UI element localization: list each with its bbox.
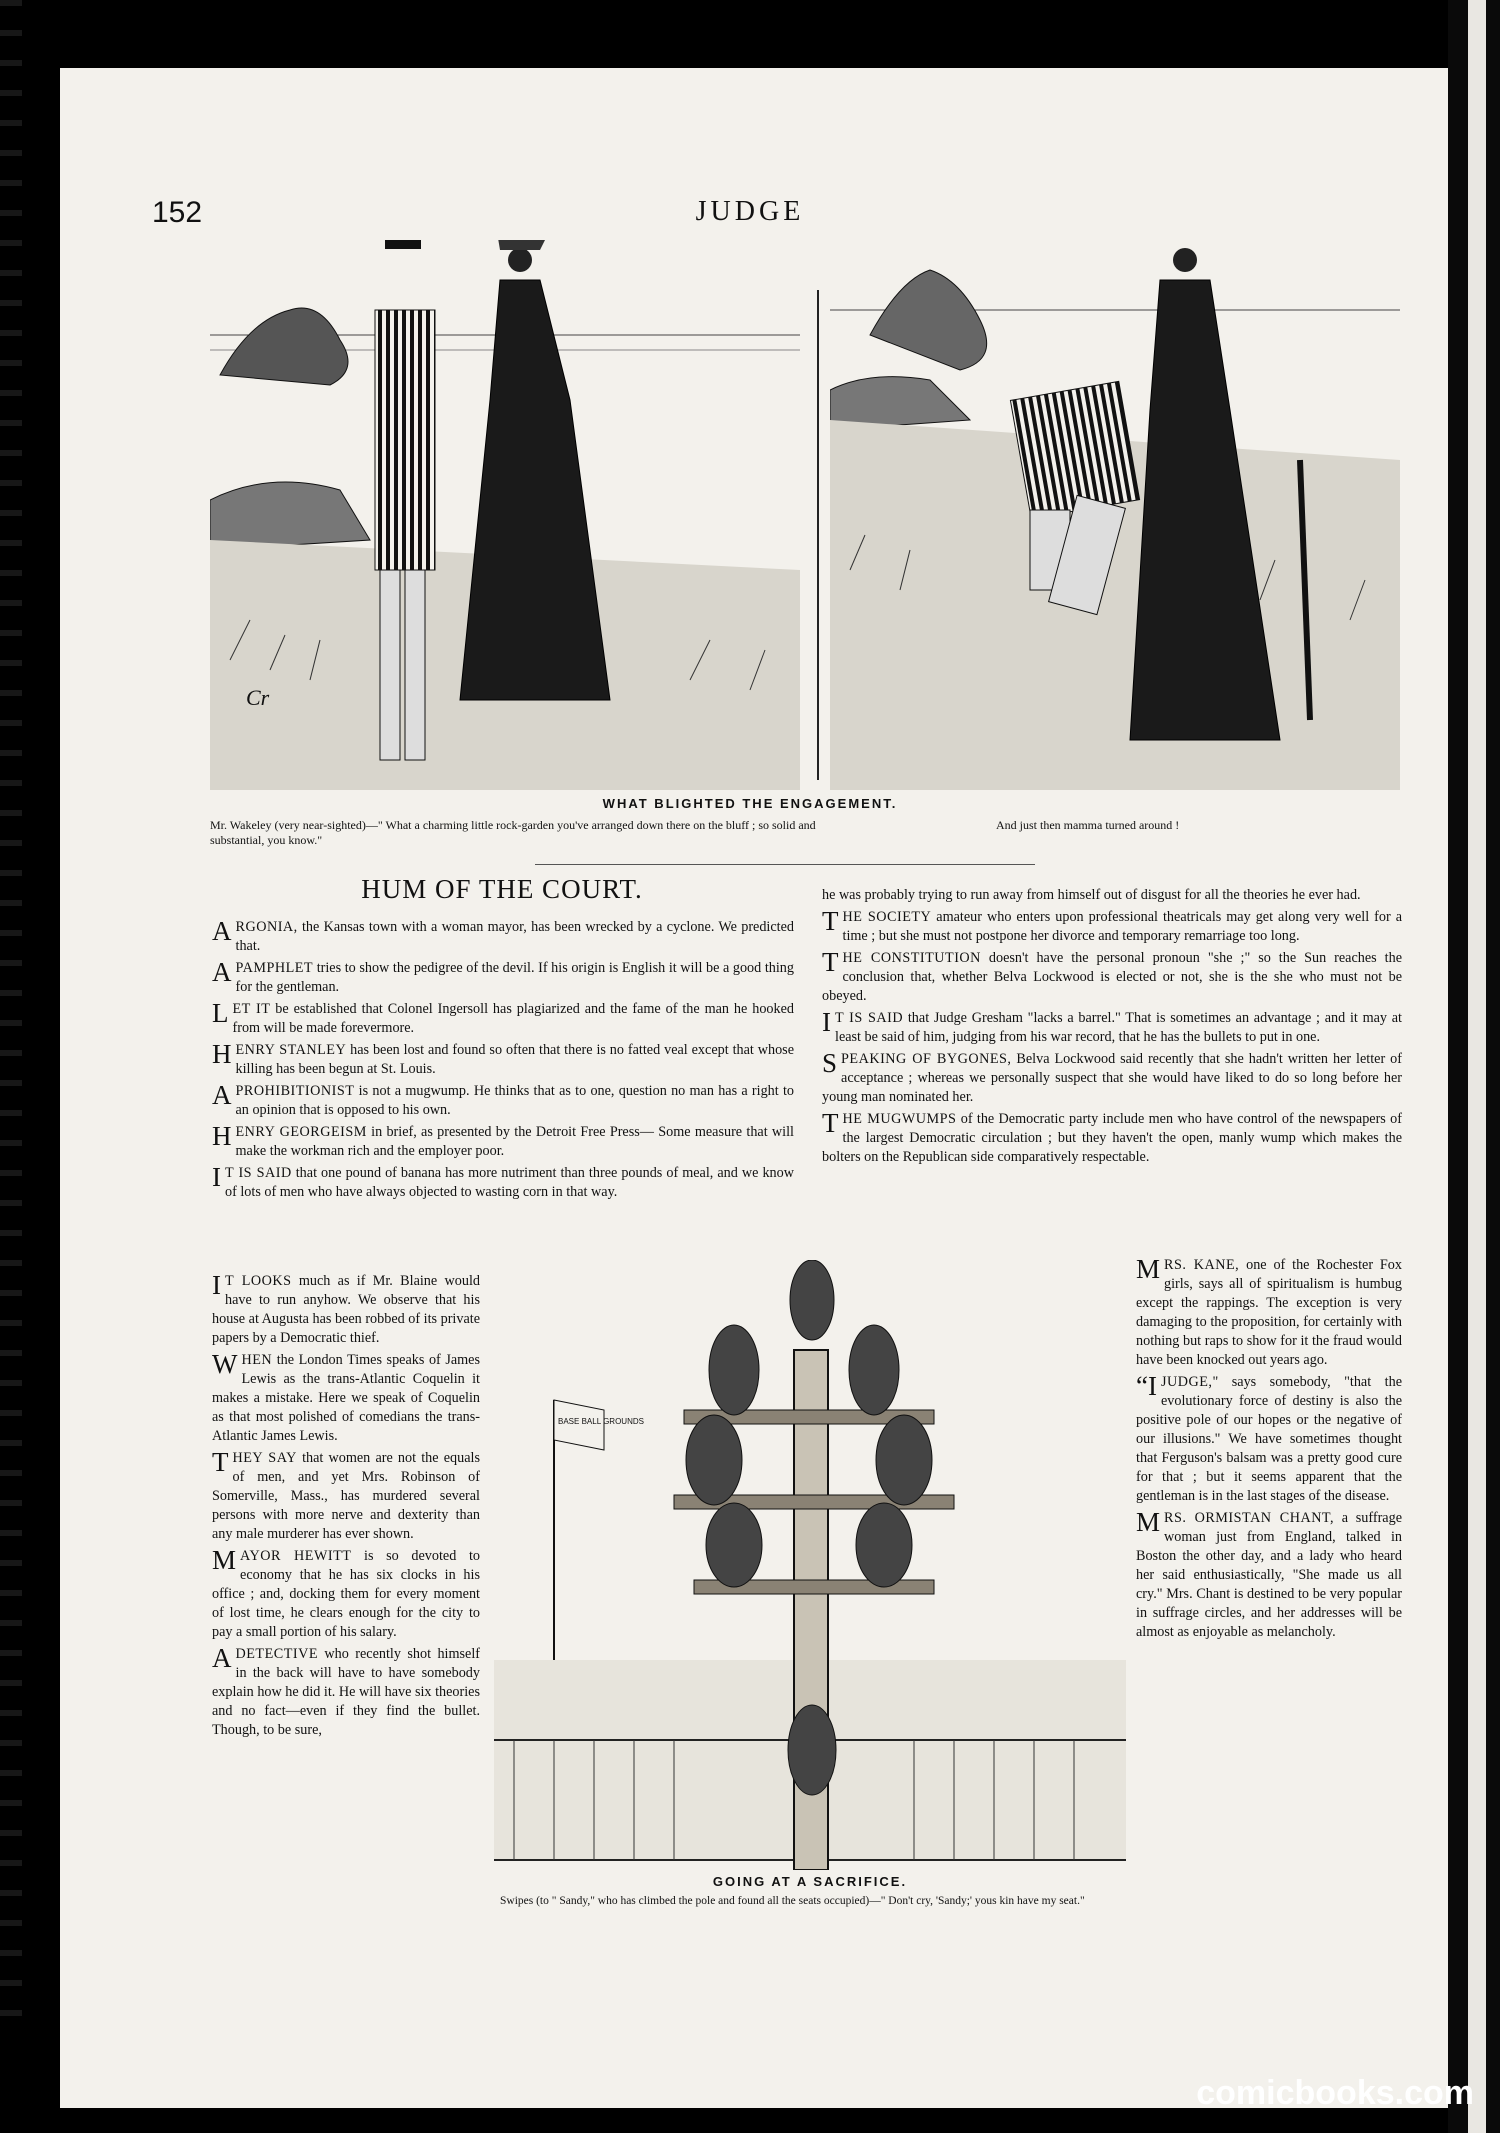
cartoon-title: WHAT BLIGHTED THE ENGAGEMENT. <box>602 796 898 811</box>
scan-edge <box>0 0 22 2040</box>
lead-words: PROHIBITIONIST <box>235 1083 355 1099</box>
lead-words: ENRY GEORGEISM <box>235 1124 367 1140</box>
article-column-left <box>212 918 794 1205</box>
article-paragraph <box>1136 1373 1402 1506</box>
drop-cap: I <box>212 1270 221 1300</box>
flag-label: BASE BALL GROUNDS <box>558 1417 644 1426</box>
cartoon-illustration-left <box>210 240 800 790</box>
lead-words: ET IT <box>232 1001 271 1017</box>
article-paragraph <box>212 1164 794 1202</box>
article-paragraph <box>212 1351 480 1446</box>
article-paragraph <box>822 1050 1402 1107</box>
paragraph-text: that one pound of banana has more nutriment than three pounds of meal, and we know of lots of men who have always objected to wasting corn in that way. <box>225 1165 794 1200</box>
article-paragraph <box>212 1547 480 1642</box>
drop-cap: A <box>212 1643 232 1673</box>
baseball-illustration <box>494 1260 1126 1870</box>
baseball-cartoon-title: GOING AT A SACRIFICE. <box>712 1874 908 1889</box>
page-number: 152 <box>152 196 203 229</box>
paragraph-text: he was probably trying to run away from himself out of disgust for all the theories he ever had. <box>822 887 1361 903</box>
drop-cap: W <box>212 1349 238 1379</box>
article-paragraph <box>212 1645 480 1740</box>
paragraph-text: doesn't have the personal pronoun "she ;" so the Sun reaches the conclusion that, whether Belva Lockwood is elected or not, she is the she who must not be obeyed. <box>822 950 1402 1004</box>
lead-words: RS. ORMISTAN CHANT, <box>1164 1510 1335 1526</box>
lead-words: T IS SAID <box>225 1165 292 1181</box>
masthead: JUDGE <box>695 196 805 227</box>
drop-cap: H <box>212 1039 232 1069</box>
paragraph-text: the London Times speaks of James Lewis as the trans-Atlantic Coquelin it makes a mistake. Here we speak of Coquelin as that most polished of comedians the trans-Atlantic James Lewis. <box>212 1352 480 1444</box>
drop-cap: A <box>212 1080 232 1110</box>
drop-cap: L <box>212 998 229 1028</box>
drop-cap: T <box>822 1108 839 1138</box>
article-headline: HUM OF THE COURT. <box>361 874 643 904</box>
lead-words: JUDGE, <box>1160 1374 1213 1390</box>
scan-gutter <box>1448 0 1500 2133</box>
lead-words: ENRY STANLEY <box>235 1042 347 1058</box>
article-paragraph <box>822 908 1402 946</box>
article-column-narrow-left <box>212 1272 480 1743</box>
drop-cap: I <box>822 1007 831 1037</box>
watermark: comicbooks.com <box>1196 2074 1474 2112</box>
lead-words: T IS SAID <box>835 1010 904 1026</box>
article-paragraph <box>212 1000 794 1038</box>
article-paragraph <box>1136 1256 1402 1370</box>
paragraph-text: one of the Rochester Fox girls, says all of spiritualism is humbug except the rappings. The exception is very damaging to the proposition, for certainly with nothing but raps to show for it the fraud would have been knocked out years ago. <box>1136 1257 1402 1368</box>
paragraph-text: amateur who enters upon professional theatricals may get along very well for a time ; but she must not postpone her divorce and temporary remarriage too long. <box>842 909 1402 944</box>
drop-cap: T <box>212 1447 229 1477</box>
paragraph-text: is not a mugwump. He thinks that as to one, question no man has a right to an opinion that is opposed to his own. <box>235 1083 794 1118</box>
cartoon-illustration-right <box>830 240 1400 790</box>
lead-words: T LOOKS <box>225 1273 292 1289</box>
drop-cap: T <box>822 947 839 977</box>
article-paragraph <box>212 959 794 997</box>
cartoon-caption-left: Mr. Wakeley (very near-sighted)—" What a charming little rock-garden you've arranged down there on the bluff ; so solid and substantial, you know." <box>210 818 816 847</box>
drop-cap: “I <box>1136 1371 1157 1401</box>
lead-words: RGONIA, <box>235 919 298 935</box>
lead-words: AYOR HEWITT <box>240 1548 352 1564</box>
article-paragraph <box>822 949 1402 1006</box>
baseball-cartoon <box>494 1260 1126 1870</box>
paragraph-text: that women are not the equals of men, and yet Mrs. Robinson of Somerville, Mass., has murdered several persons with more nerve and dexterity than any male murderer has ever shown. <box>212 1450 480 1542</box>
article-paragraph <box>1136 1509 1402 1642</box>
lead-words: HEN <box>241 1352 273 1368</box>
drop-cap: M <box>1136 1507 1161 1537</box>
drop-cap: T <box>822 906 839 936</box>
cartoon-panel-right <box>830 240 1400 790</box>
lead-words: HEY SAY <box>232 1450 297 1466</box>
drop-cap: A <box>212 957 232 987</box>
paragraph-text: the Kansas town with a woman mayor, has been wrecked by a cyclone. We predicted that. <box>235 919 794 954</box>
article-paragraph <box>212 1123 794 1161</box>
lead-words: HE CONSTITUTION <box>842 950 981 966</box>
section-rule <box>535 864 1035 865</box>
article-paragraph <box>822 1110 1402 1167</box>
paragraph-text: Belva Lockwood said recently that she hadn't written her letter of acceptance ; whereas we personally suspect that she would have liked to do so long before her young man nominated her. <box>822 1051 1402 1105</box>
paragraph-text: " says somebody, "that the evolutionary force of destiny is also the positive pole of our hopes or the negative of our illusions." We have sometimes thought that Ferguson's balsam was a pretty good cure for that ; but it seems apparent that the gentleman is in the last stages of the disease. <box>1136 1374 1402 1504</box>
article-paragraph <box>822 886 1402 905</box>
article-paragraph <box>212 1272 480 1348</box>
drop-cap: S <box>822 1048 838 1078</box>
paragraph-text: tries to show the pedigree of the devil. If his origin is English it will be a good thing for the gentleman. <box>235 960 794 995</box>
artist-signature: Cr <box>246 685 270 710</box>
paragraph-text: be established that Colonel Ingersoll has plagiarized and the fame of the man he hooked from will be made forevermore. <box>232 1001 795 1036</box>
paragraph-text: of the Democratic party include men who have control of the newspapers of the largest Democratic circulation ; but they haven't the open, manly wump which makes the bolters on the Republican side comparatively respectable. <box>822 1111 1402 1165</box>
lead-words: PEAKING OF BYGONES, <box>841 1051 1012 1067</box>
article-column-right <box>822 886 1402 1170</box>
article-column-narrow-right <box>1136 1256 1402 1645</box>
article-paragraph <box>212 1449 480 1544</box>
panel-divider <box>817 290 819 780</box>
drop-cap: A <box>212 916 232 946</box>
paragraph-text: is so devoted to economy that he has six clocks in his office ; and, docking them for every moment of lost time, he clears enough for the city to pay a small portion of his salary. <box>212 1548 480 1640</box>
drop-cap: M <box>1136 1254 1161 1284</box>
paragraph-text: much as if Mr. Blaine would have to run anyhow. We observe that his house at Augusta has been robbed of its private papers by a Democratic thief. <box>212 1273 480 1346</box>
paragraph-text: who recently shot himself in the back will have to have somebody explain how he did it. He will have six theories and no fact—even if they find the bullet. Though, to be sure, <box>212 1646 480 1738</box>
lead-words: RS. KANE, <box>1164 1257 1240 1273</box>
paragraph-text: that Judge Gresham "lacks a barrel." That is sometimes an advantage ; and it may at least be said of him, judging from his war record, that he has the bullets to put in one. <box>835 1010 1402 1045</box>
paragraph-text: in brief, as presented by the Detroit Free Press— Some measure that will make the workman rich and the employer poor. <box>235 1124 795 1159</box>
article-paragraph <box>212 1041 794 1079</box>
article-paragraph <box>212 1082 794 1120</box>
cartoon-panel-left <box>210 240 800 790</box>
cartoon-caption-right: And just then mamma turned around ! <box>996 818 1180 832</box>
lead-words: DETECTIVE <box>235 1646 319 1662</box>
lead-words: HE MUGWUMPS <box>842 1111 957 1127</box>
paragraph-text: a suffrage woman just from England, talked in Boston the other day, and a lady who heard her said enthusiastically, "She made us all cry." Mrs. Chant is destined to be very popular in suffrage circles, and her addresses will be almost as enjoyable as melancholy. <box>1136 1510 1402 1640</box>
baseball-cartoon-caption: Swipes (to " Sandy," who has climbed the pole and found all the seats occupied)—" Don't cry, 'Sandy;' yous kin have my seat." <box>500 1895 1085 1907</box>
article-paragraph <box>212 918 794 956</box>
paragraph-text: has been lost and found so often that there is no fatted veal except that whose killing has been begun at St. Louis. <box>235 1042 794 1077</box>
drop-cap: M <box>212 1545 237 1575</box>
drop-cap: I <box>212 1162 221 1192</box>
lead-words: HE SOCIETY <box>842 909 932 925</box>
drop-cap: H <box>212 1121 232 1151</box>
lead-words: PAMPHLET <box>235 960 314 976</box>
article-paragraph <box>822 1009 1402 1047</box>
